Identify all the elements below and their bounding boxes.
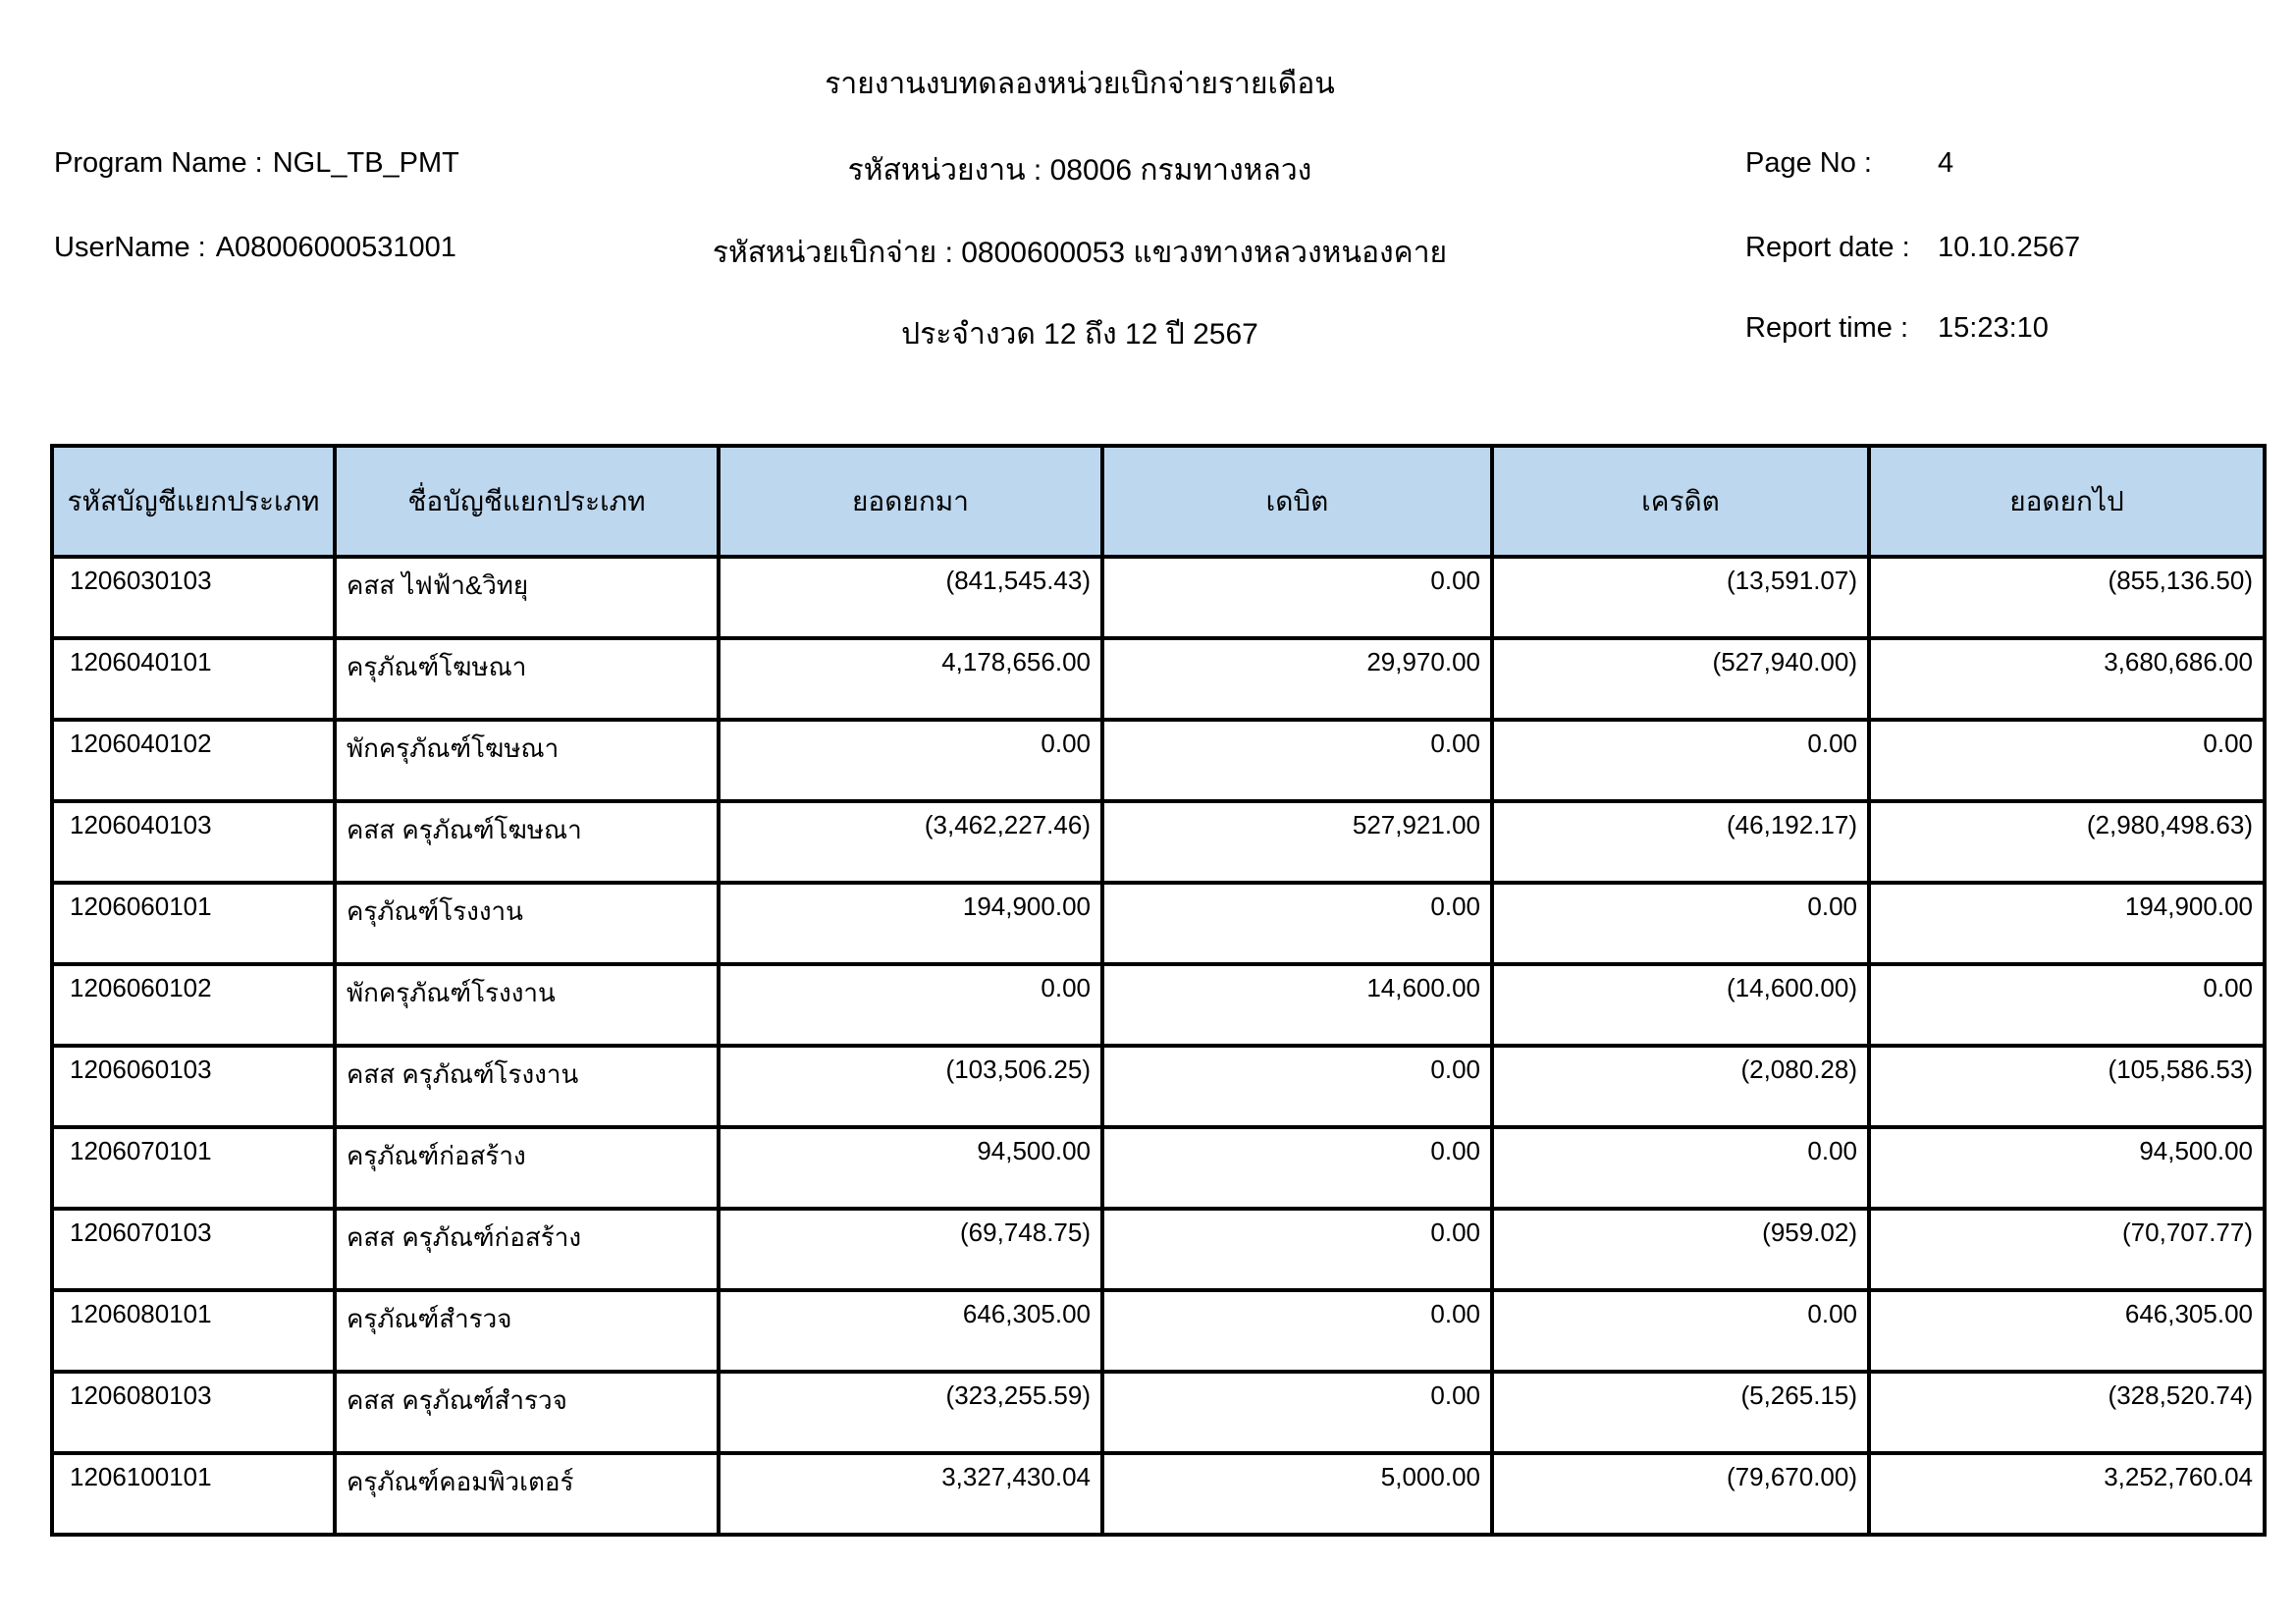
- cell-closing-balance: (328,520.74): [1869, 1372, 2265, 1453]
- agency-code-line: รหัสหน่วยงาน : 08006 กรมทางหลวง: [847, 154, 1312, 187]
- table-row: [52, 638, 2265, 720]
- cell-opening-balance: 94,500.00: [719, 1127, 1102, 1209]
- report-time-line: [1745, 312, 2049, 345]
- report-title: รายงานงบทดลองหน่วยเบิกจ่ายรายเดือน: [825, 68, 1335, 100]
- cell-account-code: 1206100101: [52, 1453, 335, 1535]
- cell-debit: 0.00: [1102, 720, 1492, 801]
- cell-debit: 0.00: [1102, 1372, 1492, 1453]
- cell-credit: (79,670.00): [1492, 1453, 1869, 1535]
- table-row: [52, 1453, 2265, 1535]
- cell-account-code: 1206070101: [52, 1127, 335, 1209]
- cell-credit: (2,080.28): [1492, 1046, 1869, 1127]
- cell-closing-balance: (105,586.53): [1869, 1046, 2265, 1127]
- cell-opening-balance: 194,900.00: [719, 883, 1102, 964]
- page-no-label: Page No :: [1745, 147, 1872, 179]
- report-time-label: Report time :: [1745, 312, 1908, 344]
- table-row: [52, 883, 2265, 964]
- username-value: A08006000531001: [215, 232, 456, 263]
- cell-account-name: คสส ครุภัณฑ์ก่อสร้าง: [335, 1209, 719, 1290]
- table-row: [52, 964, 2265, 1046]
- cell-credit: (527,940.00): [1492, 638, 1869, 720]
- col-header-debit: เดบิต: [1102, 446, 1492, 557]
- cell-closing-balance: 646,305.00: [1869, 1290, 2265, 1372]
- cell-opening-balance: 4,178,656.00: [719, 638, 1102, 720]
- report-date-value: 10.10.2567: [1938, 232, 2081, 263]
- cell-account-name: ครุภัณฑ์คอมพิวเตอร์: [335, 1453, 719, 1535]
- cell-account-code: 1206040103: [52, 801, 335, 883]
- cell-closing-balance: (855,136.50): [1869, 557, 2265, 638]
- cell-opening-balance: (323,255.59): [719, 1372, 1102, 1453]
- cell-credit: (14,600.00): [1492, 964, 1869, 1046]
- cell-closing-balance: 3,252,760.04: [1869, 1453, 2265, 1535]
- cell-account-code: 1206080103: [52, 1372, 335, 1453]
- table-row: [52, 801, 2265, 883]
- col-header-account-name: ชื่อบัญชีแยกประเภท: [335, 446, 719, 557]
- username-label: UserName :: [54, 232, 206, 263]
- report-date-label: Report date :: [1745, 232, 1910, 263]
- page-no-line: [1745, 147, 1953, 180]
- cell-opening-balance: 3,327,430.04: [719, 1453, 1102, 1535]
- table-row: [52, 557, 2265, 638]
- table-row: [52, 1372, 2265, 1453]
- cell-credit: (5,265.15): [1492, 1372, 1869, 1453]
- cell-closing-balance: (2,980,498.63): [1869, 801, 2265, 883]
- report-date-line: [1745, 232, 2080, 264]
- cell-account-name: ครุภัณฑ์โรงงาน: [335, 883, 719, 964]
- cell-account-name: พักครุภัณฑ์โฆษณา: [335, 720, 719, 801]
- program-name-line: [54, 147, 459, 180]
- cell-account-code: 1206030103: [52, 557, 335, 638]
- cell-account-code: 1206060102: [52, 964, 335, 1046]
- cell-closing-balance: 3,680,686.00: [1869, 638, 2265, 720]
- cell-opening-balance: (841,545.43): [719, 557, 1102, 638]
- cell-account-name: คสส ครุภัณฑ์โฆษณา: [335, 801, 719, 883]
- cell-debit: 0.00: [1102, 1046, 1492, 1127]
- cell-credit: (13,591.07): [1492, 557, 1869, 638]
- cell-account-code: 1206080101: [52, 1290, 335, 1372]
- cell-credit: 0.00: [1492, 1290, 1869, 1372]
- table-row: [52, 1209, 2265, 1290]
- table-header-row: [52, 446, 2265, 557]
- cell-closing-balance: 0.00: [1869, 964, 2265, 1046]
- col-header-opening-balance: ยอดยกมา: [719, 446, 1102, 557]
- col-header-account-code: รหัสบัญชีแยกประเภท: [52, 446, 335, 557]
- cell-account-name: พักครุภัณฑ์โรงงาน: [335, 964, 719, 1046]
- cell-credit: 0.00: [1492, 1127, 1869, 1209]
- cell-account-code: 1206060101: [52, 883, 335, 964]
- cell-closing-balance: 94,500.00: [1869, 1127, 2265, 1209]
- cell-credit: (959.02): [1492, 1209, 1869, 1290]
- cell-debit: 0.00: [1102, 883, 1492, 964]
- cell-credit: (46,192.17): [1492, 801, 1869, 883]
- program-name-label: Program Name :: [54, 147, 263, 179]
- cell-opening-balance: 0.00: [719, 964, 1102, 1046]
- cell-account-name: คสส ครุภัณฑ์โรงงาน: [335, 1046, 719, 1127]
- table-row: [52, 1046, 2265, 1127]
- cell-account-code: 1206040101: [52, 638, 335, 720]
- cell-debit: 5,000.00: [1102, 1453, 1492, 1535]
- cell-account-name: คสส ไฟฟ้า&วิทยุ: [335, 557, 719, 638]
- cell-debit: 0.00: [1102, 1290, 1492, 1372]
- cell-account-code: 1206070103: [52, 1209, 335, 1290]
- cell-account-name: คสส ครุภัณฑ์สำรวจ: [335, 1372, 719, 1453]
- page-no-value: 4: [1938, 147, 1954, 179]
- cell-opening-balance: 0.00: [719, 720, 1102, 801]
- cell-closing-balance: 0.00: [1869, 720, 2265, 801]
- table-body: [52, 557, 2265, 1535]
- cell-opening-balance: (69,748.75): [719, 1209, 1102, 1290]
- cell-debit: 14,600.00: [1102, 964, 1492, 1046]
- disbursement-code-line: รหัสหน่วยเบิกจ่าย : 0800600053 แขวงทางหลวงหนองคาย: [712, 237, 1448, 269]
- cell-account-code: 1206040102: [52, 720, 335, 801]
- cell-opening-balance: 646,305.00: [719, 1290, 1102, 1372]
- period-line: ประจำงวด 12 ถึง 12 ปี 2567: [901, 318, 1258, 351]
- cell-debit: 527,921.00: [1102, 801, 1492, 883]
- cell-account-name: ครุภัณฑ์ก่อสร้าง: [335, 1127, 719, 1209]
- col-header-closing-balance: ยอดยกไป: [1869, 446, 2265, 557]
- cell-closing-balance: 194,900.00: [1869, 883, 2265, 964]
- table-row: [52, 720, 2265, 801]
- cell-credit: 0.00: [1492, 720, 1869, 801]
- cell-opening-balance: (3,462,227.46): [719, 801, 1102, 883]
- table-row: [52, 1290, 2265, 1372]
- cell-debit: 0.00: [1102, 1209, 1492, 1290]
- username-line: [54, 232, 456, 264]
- cell-credit: 0.00: [1492, 883, 1869, 964]
- cell-account-name: ครุภัณฑ์โฆษณา: [335, 638, 719, 720]
- cell-opening-balance: (103,506.25): [719, 1046, 1102, 1127]
- cell-account-code: 1206060103: [52, 1046, 335, 1127]
- table-row: [52, 1127, 2265, 1209]
- cell-debit: 0.00: [1102, 557, 1492, 638]
- program-name-value: NGL_TB_PMT: [272, 147, 459, 179]
- report-time-value: 15:23:10: [1938, 312, 2049, 344]
- cell-debit: 0.00: [1102, 1127, 1492, 1209]
- col-header-credit: เครดิต: [1492, 446, 1869, 557]
- cell-account-name: ครุภัณฑ์สำรวจ: [335, 1290, 719, 1372]
- cell-debit: 29,970.00: [1102, 638, 1492, 720]
- cell-closing-balance: (70,707.77): [1869, 1209, 2265, 1290]
- trial-balance-table: [50, 444, 2267, 1537]
